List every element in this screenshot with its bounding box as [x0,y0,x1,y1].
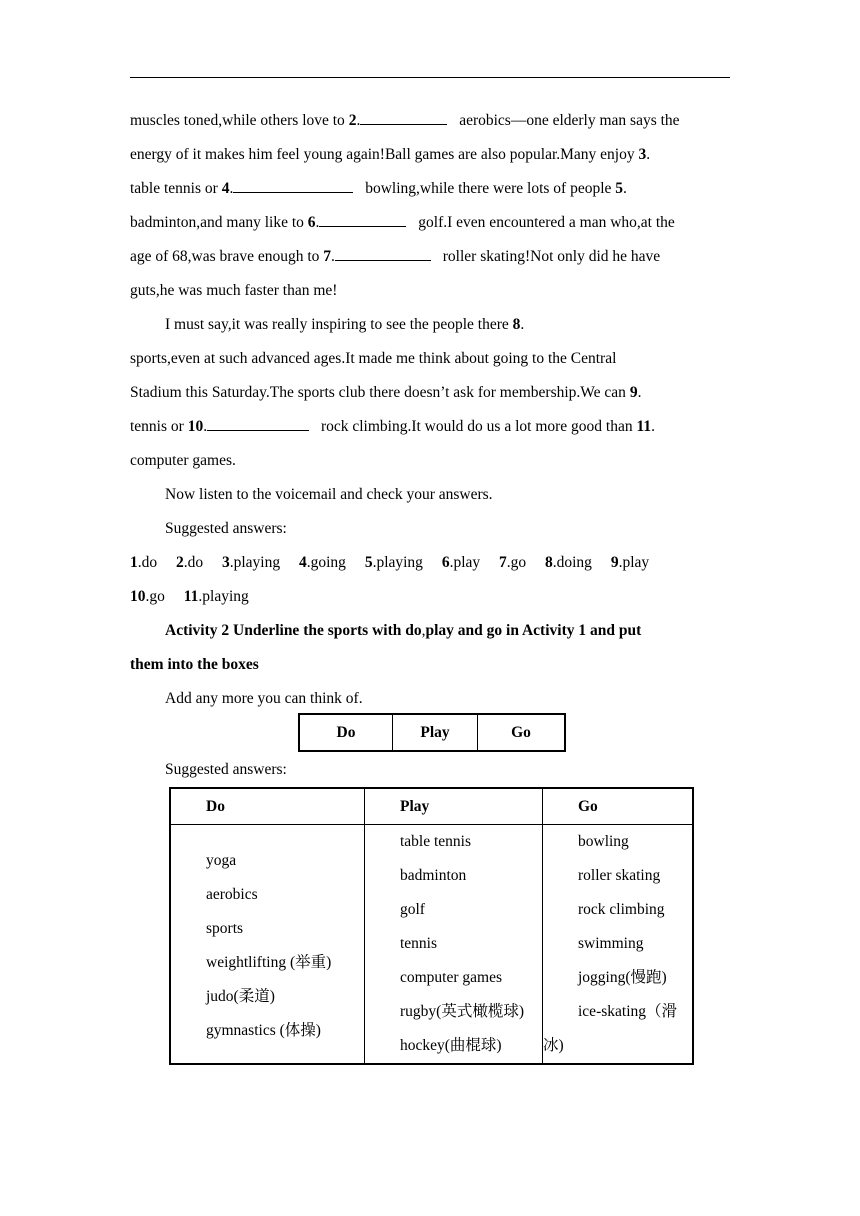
list-item: bowling [578,833,629,850]
blank-number: 8 [512,316,521,333]
blank-number: 2 [348,112,357,129]
answer-blank-7[interactable] [335,245,431,261]
passage-line-1: muscles toned,while others love to 2. aerobics—one elderly man says the [130,104,730,138]
answer-item: 10.go [130,588,165,605]
blank-number: 9 [629,384,638,401]
blank-number: 4 [221,180,230,197]
list-item: tennis [400,935,438,952]
list-item: aerobics [206,886,258,903]
answer-item: 4.going [299,554,346,571]
answer-item: 9.play [610,554,650,571]
header-rule [130,77,730,78]
blank-number: 7 [323,248,332,265]
answer-sorting-table [169,787,694,1065]
activity-2-title-line-2: them into the boxes [130,656,259,673]
answer-item: 11.playing [183,588,249,605]
answer-blank-6[interactable] [319,211,406,227]
blank-number: 6 [307,214,316,231]
table-header-play: Play [365,788,543,825]
list-item: hockey(曲棍球) [400,1037,502,1054]
blank-number: 3 [638,146,647,163]
list-item: jogging(慢跑) [578,969,667,986]
list-item: yoga [206,852,237,869]
list-item: 冰) [543,1037,564,1054]
suggested-answers-label-2: Suggested answers: [165,761,287,778]
suggested-answers-label: Suggested answers: [165,520,287,537]
passage-line-3: table tennis or 4. bowling,while there were lots of people 5. [130,172,730,206]
activity-2-instruction: Add any more you can think of. [165,690,363,707]
answer-key-line-2 [130,580,730,614]
list-item: weightlifting (举重) [206,954,332,971]
activity-2-title: Activity 2 Underline the sports with do,play and go in Activity 1 and put [165,622,642,639]
empty-sorting-table [298,713,566,752]
passage-line-4: badminton,and many like to 6. golf.I even encountered a man who,at the [130,206,730,240]
passage2-line-5: computer games. [130,452,236,469]
list-item: roller skating [578,867,661,884]
answer-blank-10[interactable] [207,415,309,431]
answer-item: 6.play [441,554,481,571]
list-item: ice-skating（滑 [578,1003,678,1020]
blank-number: 5 [615,180,624,197]
passage2-line-3: Stadium this Saturday.The sports club there doesn’t ask for membership.We can 9. [130,384,642,401]
table-header-do: Do [170,788,365,825]
answer-blank-4[interactable] [233,177,353,193]
list-item: sports [206,920,244,937]
list-item: computer games [400,969,503,986]
passage2-line-4: tennis or 10. rock climbing.It would do us a lot more good than 11. [130,410,730,444]
table-header-go: Go [543,788,694,825]
answer-item: 5.playing [364,554,423,571]
passage2-line-2: sports,even at such advanced ages.It made me think about going to the Central [130,350,617,367]
list-item: swimming [578,935,644,952]
list-item: golf [400,901,425,918]
list-item: badminton [400,867,467,884]
table-header-play: Play [393,714,478,751]
answer-item: 2.do [176,554,204,571]
passage-line-5: age of 68,was brave enough to 7. roller skating!Not only did he have [130,240,730,274]
list-item: judo(柔道) [206,988,275,1005]
blank-number: 10 [187,418,204,435]
go-column-cell [543,825,694,1065]
answer-item: 3.playing [222,554,281,571]
passage-line-2: energy of it makes him feel young again!Ball games are also popular.Many enjoy 3. [130,146,651,163]
answer-key-line-1 [130,546,730,580]
passage2-line-1: I must say,it was really inspiring to see the people there 8. [165,316,525,333]
answer-item: 8.doing [545,554,592,571]
table-header-do: Do [299,714,393,751]
list-item: gymnastics (体操) [206,1022,321,1039]
answer-blank-2[interactable] [360,109,447,125]
list-item: rugby(英式橄榄球) [400,1003,524,1020]
do-column-cell [170,825,365,1065]
passage-line-6: guts,he was much faster than me! [130,282,338,299]
answer-item: 7.go [499,554,527,571]
listen-instruction: Now listen to the voicemail and check your answers. [165,486,493,503]
document-body [130,104,730,716]
table-header-go: Go [478,714,566,751]
play-column-cell [365,825,543,1065]
answer-item: 1.do [130,554,158,571]
list-item: table tennis [400,833,472,850]
list-item: rock climbing [578,901,665,918]
blank-number: 11 [636,418,652,435]
